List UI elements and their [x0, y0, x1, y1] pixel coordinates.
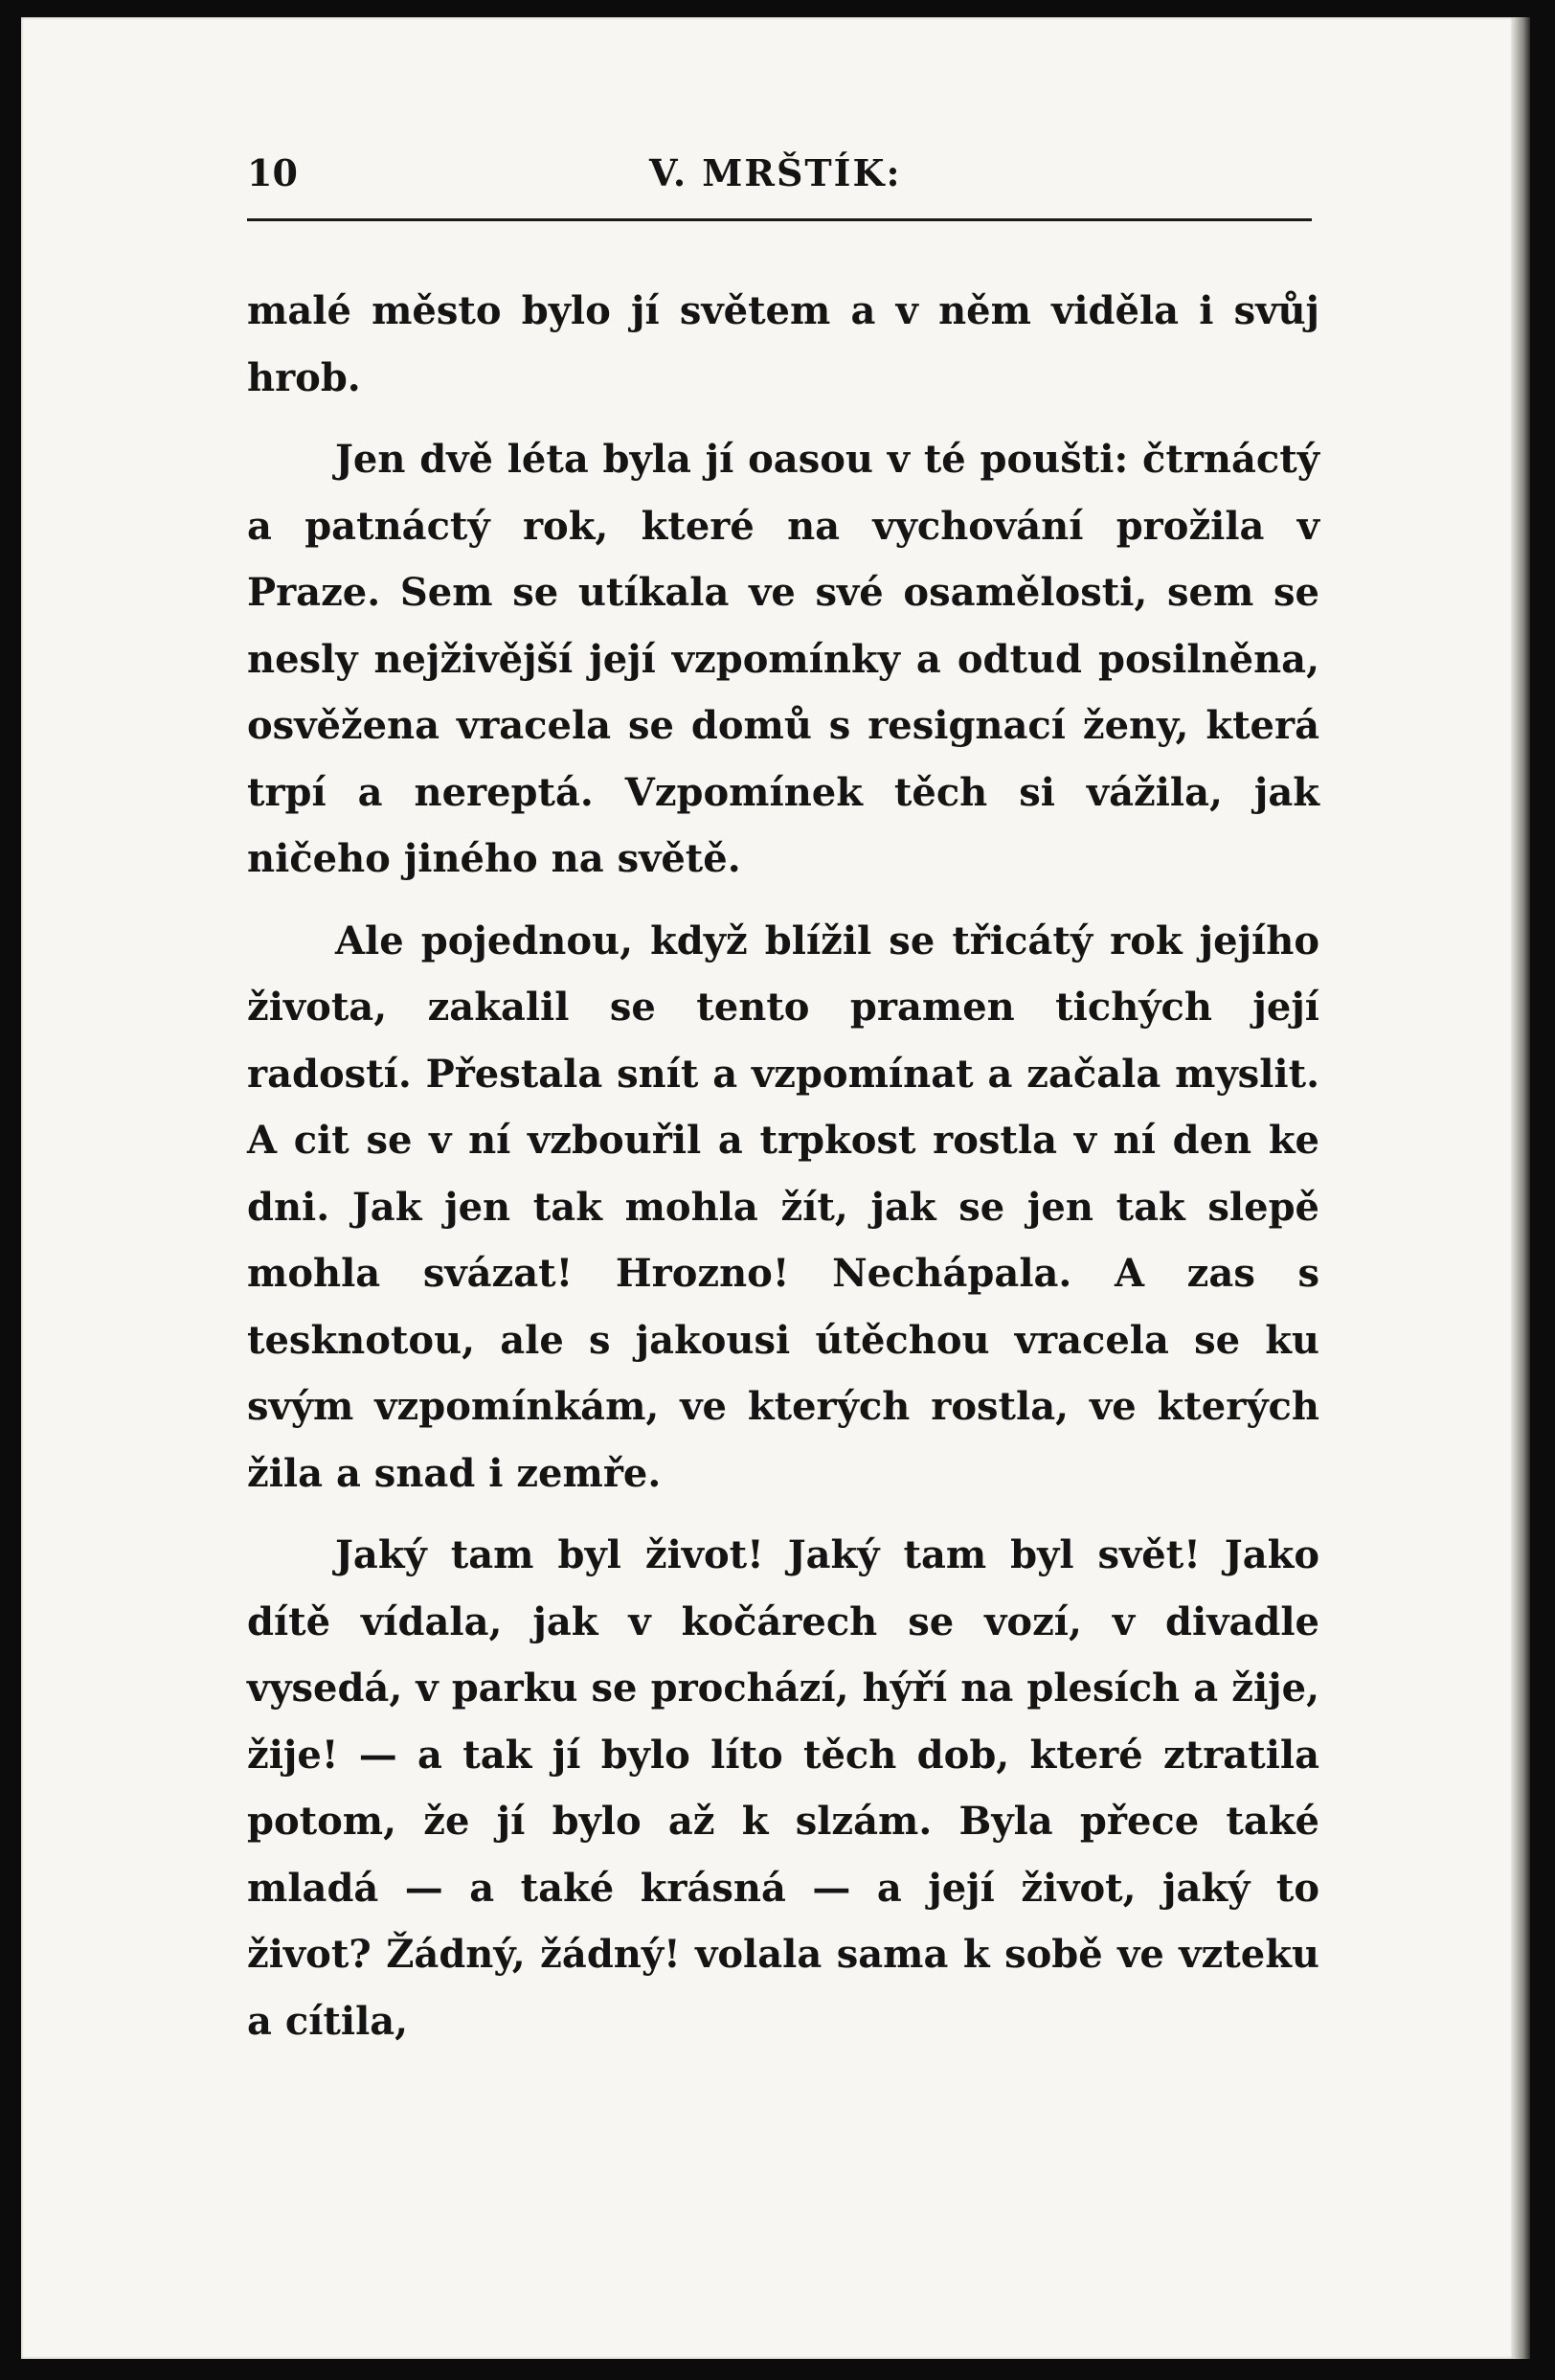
page-number: 10	[247, 151, 298, 194]
page-edge	[1513, 17, 1530, 2359]
page-header	[247, 151, 1312, 209]
paragraph-2: Jen dvě léta byla jí oasou v té poušti: čtrnáctý a patnáctý rok, které na vychování prožila v Praze. Sem se utíkala ve své osamělosti, sem se nesly nejživější její vzpomínky a odtud posilněna, osvěžena vracela se domů s resignací ženy, která trpí a nereptá. Vzpomínek těch si vážila, jak ničeho jiného na světě.	[247, 437, 1319, 881]
paragraph-1: malé město bylo jí světem a v něm viděla i svůj hrob.	[247, 288, 1319, 400]
running-title: V. MRŠTÍK:	[649, 151, 902, 194]
paragraph-3: Ale pojednou, když blížil se třicátý rok jejího života, zakalil se tento pramen tichých její radostí. Přestala snít a vzpomínat a začala myslit. A cit se v ní vzbouřil a trpkost rostla v ní den ke dni. Jak jen tak mohla žít, jak se jen tak slepě mohla svázat! Hrozno! Nechápala. A zas s tesknotou, ale s jakousi útěchou vracela se ku svým vzpomínkám, ve kterých rostla, ve kterých žila a snad i zemře.	[247, 918, 1319, 1496]
paragraph-4: Jaký tam byl život! Jaký tam byl svět! Jako dítě vídala, jak v kočárech se vozí, v divadle vysedá, v parku se prochází, hýří na plesích a žije, žije! — a tak jí bylo líto těch dob, které ztratila potom, že jí bylo až k slzám. Byla přece také mladá — a také krásná — a její život, jaký to život? Žádný, žádný! volala sama k sobě ve vzteku a cítila,	[247, 1532, 1319, 2044]
body-text	[247, 278, 1319, 2054]
header-rule	[247, 218, 1312, 221]
